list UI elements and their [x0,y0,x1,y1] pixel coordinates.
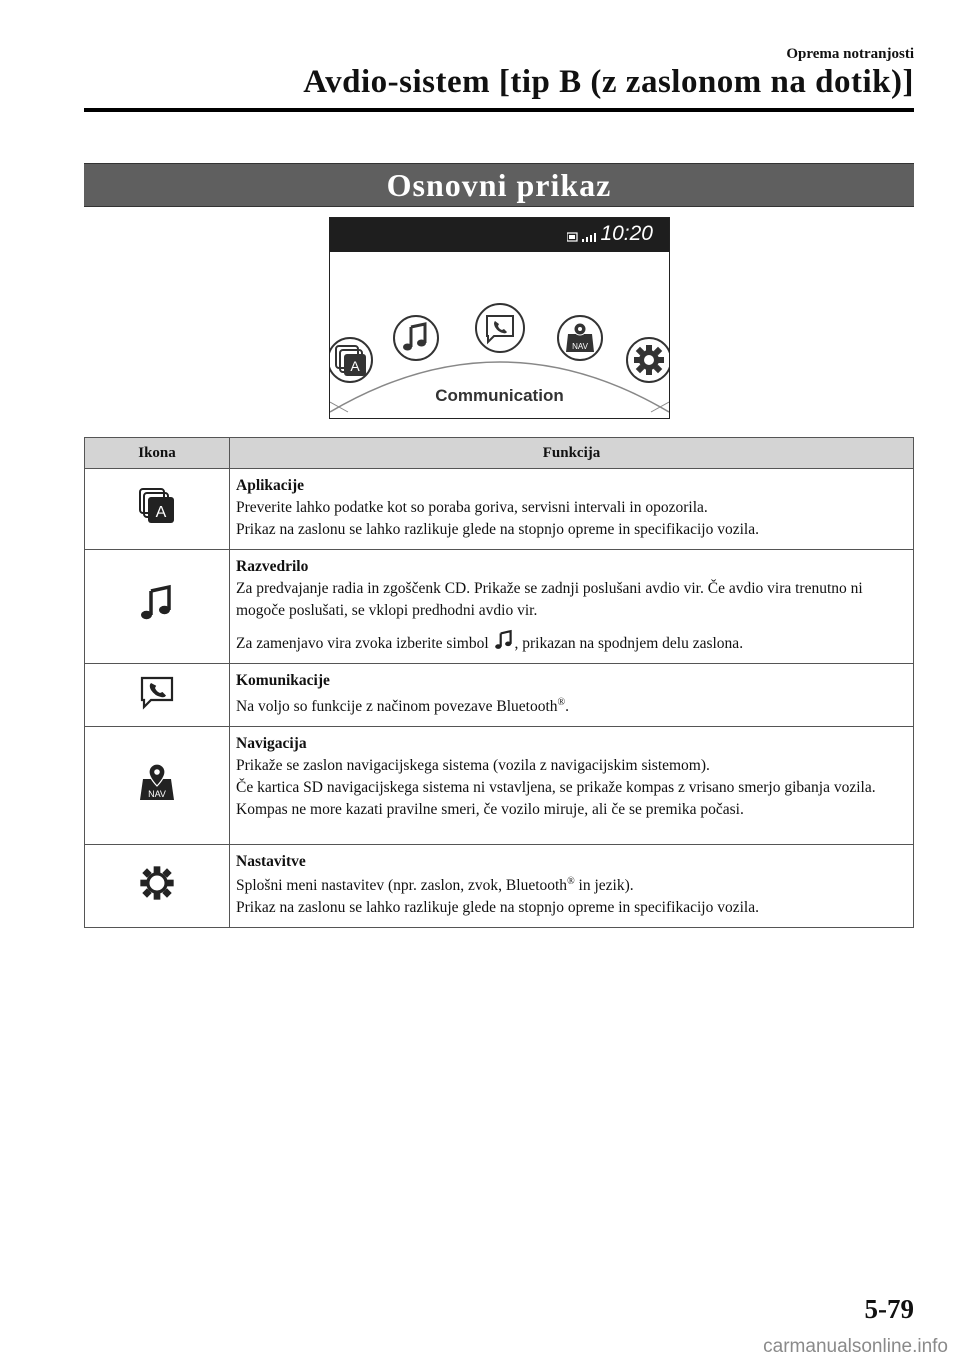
function-description: Za zamenjavo vira zvoka izberite simbol [236,635,489,652]
header-rule [84,108,914,112]
function-table [84,437,914,928]
svg-text:A: A [155,503,167,521]
page-number: 5-79 [864,1294,914,1324]
function-name: Aplikacije [236,477,305,494]
table-row: Nastavitve Splošni meni nastavitev (npr. zaslon, zvok, Bluetooth® in jezik). Prikaz na zaslonu se lahko razlikuje glede na stopnjo opreme in specifikacijo vozila. [85,845,914,928]
function-description: Prikaz na zaslonu se lahko razlikuje glede na stopnjo opreme in specifikacijo vozila. [236,521,759,538]
status-bar [330,218,669,252]
function-name: Razvedrilo [236,558,309,575]
chapter-title: Oprema notranjosti [786,46,914,62]
function-description: , prikazan na spodnjem delu zaslona. [514,635,744,652]
function-description: Za predvajanje radia in zgoščenk CD. Prikaže se zadnji poslušani avdio vir. Če avdio vira trenutno ni mogoče poslušati, se vklopi predhodni avdio vir. [236,580,863,619]
navigation-icon [137,761,177,803]
function-description: Na voljo so funkcije z načinom povezave Bluetooth [236,698,558,715]
column-header-function: Funkcija [230,438,914,469]
function-description: Če kartica SD navigacijskega sistema ni vstavljena, se prikaže kompas z vrisano smerjo gibanja vozila. [236,779,876,796]
svg-text:A: A [350,358,360,374]
music-icon [493,628,515,652]
applications-icon[interactable] [329,336,374,384]
section-banner: Osnovni prikaz [84,163,914,207]
registered-mark: ® [567,875,575,887]
navigation-icon[interactable] [556,314,604,362]
column-header-icon: Ikona [85,438,230,469]
settings-icon [137,863,177,903]
phone-icon[interactable] [474,302,526,354]
function-description: Splošni meni nastavitev (npr. zaslon, zvok, Bluetooth [236,877,568,894]
nav-badge: NAV [572,342,588,351]
signal-icon [567,231,599,243]
function-description: Kompas ne more kazati pravilne smeri, če vozilo miruje, ali če se premika počasi. [236,801,744,818]
svg-text:NAV: NAV [148,789,166,799]
function-description: Prikaže se zaslon navigacijskega sistema (vozila z navigacijskim sistemom). [236,757,710,774]
clock: 10:20 [600,222,653,245]
applications-icon [137,486,177,526]
selected-menu-label: Communication [435,386,564,405]
function-name: Nastavitve [236,853,306,870]
function-description: Preverite lahko podatke kot so poraba goriva, servisni intervali in opozorila. [236,499,708,516]
table-row [85,550,914,664]
table-row: Komunikacije Na voljo so funkcije z načinom povezave Bluetooth®. [85,664,914,727]
settings-icon[interactable] [625,336,670,384]
table-row [85,727,914,845]
function-name: Komunikacije [236,672,330,689]
phone-icon [137,674,177,710]
function-name: Navigacija [236,735,307,752]
watermark: carmanualsonline.info [763,1336,948,1357]
home-screen-illustration [329,217,670,419]
table-row [85,469,914,550]
function-description: Prikaz na zaslonu se lahko razlikuje glede na stopnjo opreme in specifikacijo vozila. [236,899,759,916]
registered-mark: ® [557,696,566,708]
music-icon [137,583,177,623]
music-icon[interactable] [392,314,440,362]
page-title: Avdio-sistem [tip B (z zaslonom na dotik)] [303,64,914,100]
